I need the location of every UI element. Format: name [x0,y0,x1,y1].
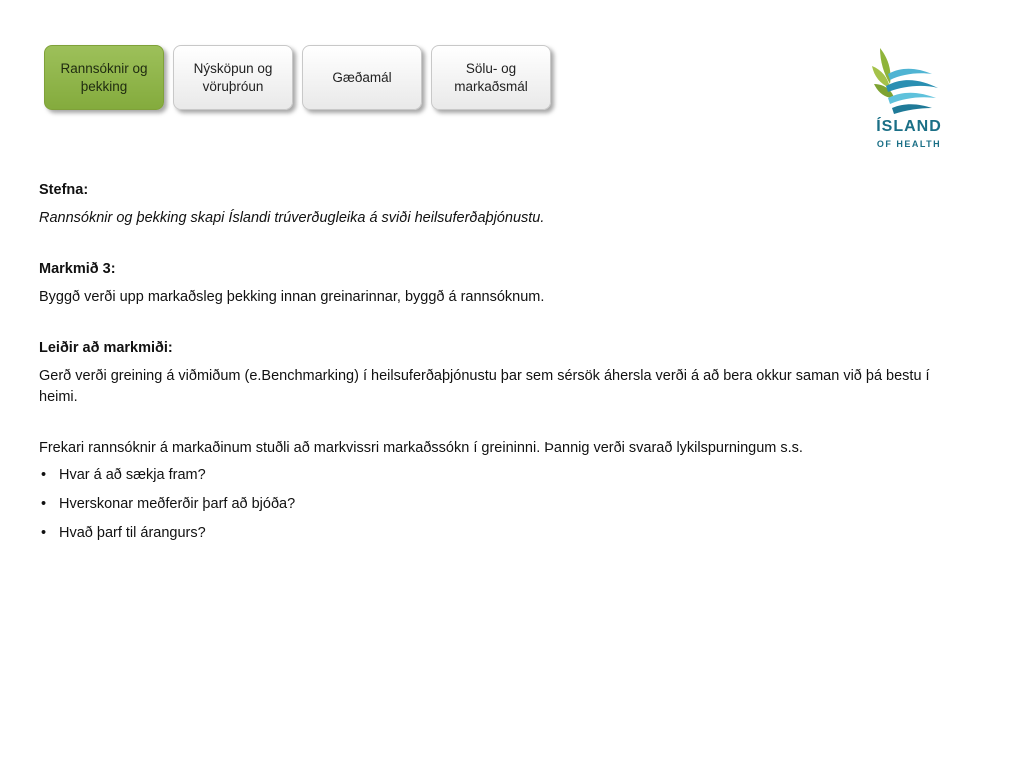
nav-tabs [44,45,560,110]
markmid-heading: Markmið 3: [39,261,116,277]
frekari-text: Frekari rannsóknir á markaðinum stuðli að markvissri markaðssókn í greininni. Þannig verði svarað lykilspurningum s.s. [39,440,803,456]
stefna-heading: Stefna: [39,182,89,198]
island-of-health-logo-icon [866,44,946,154]
question-list [39,465,959,544]
logo-subtitle: OF HEALTH [876,139,942,149]
stefna-text: Rannsóknir og þekking skapi Íslandi trúverðugleika á sviði heilsuferðaþjónustu. [39,210,545,226]
leidir-heading: Leiðir að markmiði: [39,340,173,356]
tab-label: Sölu- og markaðsmál [454,60,528,94]
tab-nyskopun[interactable] [173,45,293,110]
tab-rannsoknir[interactable] [44,45,164,110]
tab-gaedamal[interactable] [302,45,422,110]
markmid-text: Byggð verði upp markaðsleg þekking innan greinarinnar, byggð á rannsóknum. [39,289,545,305]
tab-label: Nýsköpun og vöruþróun [193,60,273,94]
tab-label: Rannsóknir og þekking [60,60,148,94]
leidir-text: Gerð verði greining á viðmiðum (e.Benchmarking) í heilsuferðaþjónustu þar sem sérsök áhersla verði á að bera okkur saman við þá bestu í heimi. [39,368,930,405]
tab-label: Gæðamál [332,69,392,85]
slide-content [39,180,959,552]
tab-solu[interactable] [431,45,551,110]
logo-name: ÍSLAND [876,118,942,135]
list-item: • Hvað þarf til árangurs? [39,523,959,544]
list-item: • Hvar á að sækja fram? [39,465,959,486]
list-item: • Hverskonar meðferðir þarf að bjóða? [39,494,959,515]
